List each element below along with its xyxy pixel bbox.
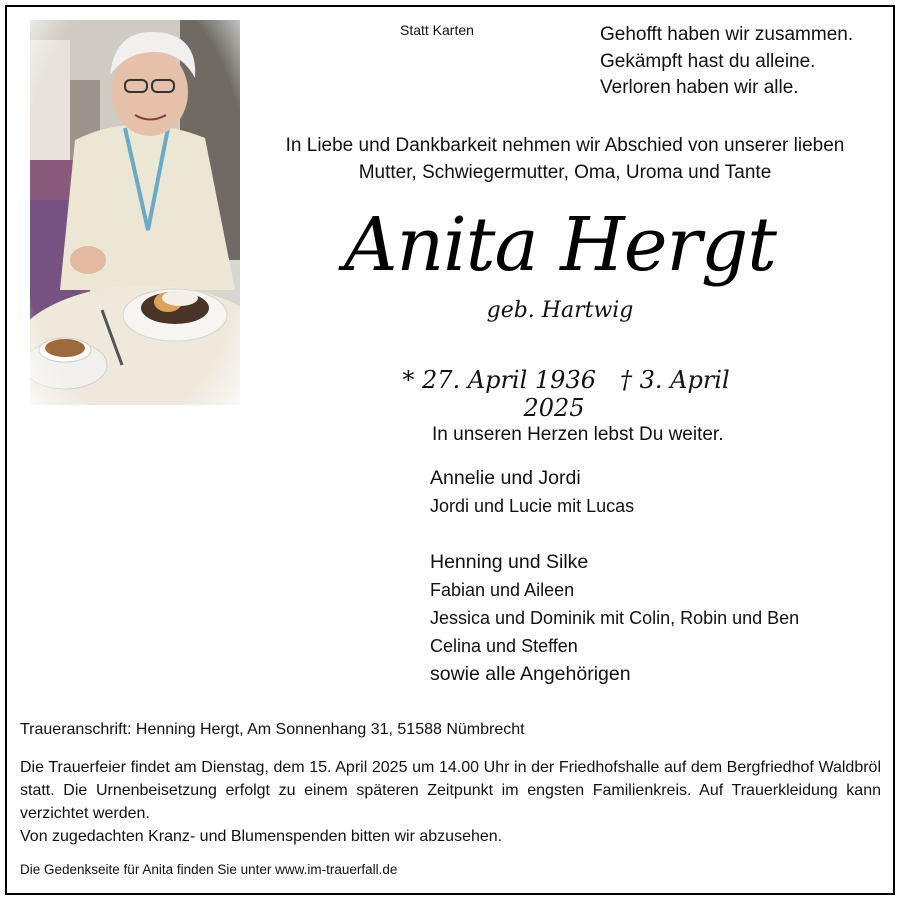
family-line: sowie alle Angehörigen [430, 663, 631, 685]
intro-line: In Liebe und Dankbarkeit nehmen wir Abschied von unserer lieben [285, 135, 845, 156]
family-line: Annelie und Jordi [430, 467, 581, 489]
ceremony-info: Die Trauerfeier findet am Dienstag, dem 15. April 2025 um 14.00 Uhr in der Friedhofshalle auf dem Bergfriedhof Waldbröl statt. Die Urnenbeisetzung erfolgt zu einem späteren Zeitpunkt im engsten Familienkreis. Auf Trauerkleidung kann verzichtet werden. [20, 759, 881, 822]
family-line: Jordi und Lucie mit Lucas [430, 496, 635, 516]
portrait-photo [30, 20, 240, 405]
intro-line: Mutter, Schwiegermutter, Oma, Uroma und Tante [358, 162, 772, 183]
life-dates [360, 366, 760, 422]
intro-text [250, 132, 880, 186]
birth-name: geb. Hartwig [486, 298, 634, 323]
mourning-address: Traueranschrift: Henning Hergt, Am Sonnenhang 31, 51588 Nümbrecht [20, 721, 525, 738]
no-donations-note: Von zugedachten Kranz- und Blumenspenden bitten wir abzusehen. [20, 828, 503, 845]
family-line: Fabian und Aileen [430, 580, 575, 600]
motto: In unseren Herzen lebst Du weiter. [432, 424, 724, 445]
statt-karten-label: Statt Karten [400, 22, 474, 38]
poem-line: Verloren haben wir alle. [600, 77, 799, 98]
memorial-page-note: Die Gedenkseite für Anita finden Sie unter www.im-trauerfall.de [20, 862, 398, 877]
family-list [430, 464, 799, 688]
deceased-name: Anita Hergt [344, 202, 776, 288]
poem-line: Gekämpft hast du alleine. [600, 50, 816, 72]
family-group [430, 464, 799, 520]
poem [600, 22, 853, 102]
family-line: Jessica und Dominik mit Colin, Robin und Ben [430, 608, 800, 628]
family-line: Henning und Silke [430, 551, 589, 573]
death-date: † 3. April 2025 [523, 366, 730, 422]
family-line: Celina und Steffen [430, 636, 578, 656]
poem-line: Gehofft haben wir zusammen. [600, 24, 854, 45]
family-group [430, 548, 799, 688]
birth-date: * 27. April 1936 [402, 366, 596, 394]
